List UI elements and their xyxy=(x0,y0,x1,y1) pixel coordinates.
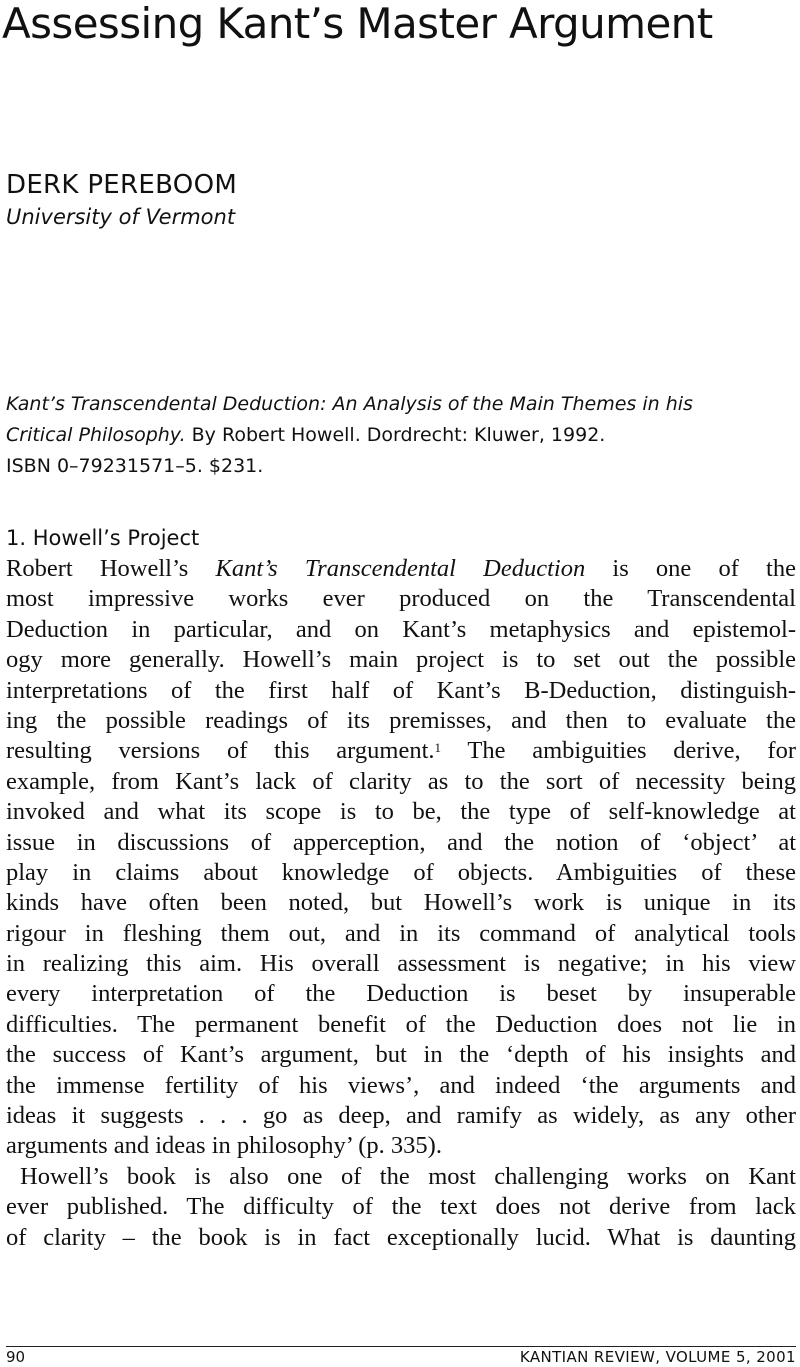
body-text xyxy=(6,554,796,1253)
body-line: issue in discussions of apperception, and the notion of ‘object’ at xyxy=(6,828,796,856)
body-line: ever published. The difficulty of the text does not derive from lack xyxy=(6,1193,796,1221)
reviewed-book-title: Kant’s Transcendental Deduction: An Analysis of the Main Themes in his xyxy=(6,393,693,415)
footer-rule xyxy=(6,1346,796,1347)
body-line: invoked and what its scope is to be, the type of self-knowledge at xyxy=(6,798,796,826)
body-line: in realizing this aim. His overall assessment is negative; in his view xyxy=(6,950,796,978)
body-line: the success of Kant’s argument, but in the ‘depth of his insights and xyxy=(6,1041,796,1069)
body-line: kinds have often been noted, but Howell’s work is unique in its xyxy=(6,889,796,917)
body-line: example, from Kant’s lack of clarity as to the sort of necessity being xyxy=(6,767,796,795)
reviewed-book-title-cont: Critical Philosophy. xyxy=(6,424,186,446)
body-line: resulting versions of this argument.$^1$ The ambiguities derive, for xyxy=(6,737,796,765)
book-title-italic: Kant’s Transcendental Deduction xyxy=(215,555,586,582)
body-line: Deduction in particular, and on Kant’s metaphysics and epistemol- xyxy=(6,615,796,643)
reviewed-book-publication: By Robert Howell. Dordrecht: Kluwer, 1992. xyxy=(185,424,606,446)
body-line: Howell’s book is also one of the most challenging works on Kant xyxy=(20,1162,796,1190)
body-line: interpretations of the first half of Kant’s B-Deduction, distinguish- xyxy=(6,676,796,704)
author-name: DERK PEREBOOM xyxy=(6,170,238,200)
body-line: every interpretation of the Deduction is beset by insuperable xyxy=(6,980,796,1008)
journal-info: KANTIAN REVIEW, VOLUME 5, 2001 xyxy=(519,1348,796,1366)
body-line: Robert Howell’s Kant’s Transcendental Deduction is one of the xyxy=(6,555,796,582)
body-line: rigour in fleshing them out, and in its command of analytical tools xyxy=(6,919,796,947)
page-number: 90 xyxy=(6,1348,26,1366)
footnote-marker[interactable]: 1 xyxy=(434,740,442,756)
body-line: of clarity – the book is in fact exceptionally lucid. What is daunting xyxy=(6,1223,796,1251)
body-line: ing the possible readings of its premisses, and then to evaluate the xyxy=(6,706,796,734)
body-line: most impressive works ever produced on the Transcendental xyxy=(6,585,796,613)
reviewed-book-isbn-price: ISBN 0–79231571–5. $231. xyxy=(6,455,264,477)
body-line: ideas it suggests . . . go as deep, and ramify as widely, as any other xyxy=(6,1102,796,1130)
body-line: the immense fertility of his views’, and indeed ‘the arguments and xyxy=(6,1071,796,1099)
section-heading: 1. Howell’s Project xyxy=(6,526,200,550)
body-line: difficulties. The permanent benefit of the Deduction does not lie in xyxy=(6,1010,796,1038)
body-line: arguments and ideas in philosophy’ (p. 335). xyxy=(6,1132,442,1160)
body-line: ogy more generally. Howell’s main project is to set out the possible xyxy=(6,646,796,674)
article-title: Assessing Kant’s Master Argument xyxy=(2,0,713,48)
reviewed-book-reference xyxy=(6,389,796,482)
author-affiliation: University of Vermont xyxy=(6,205,236,229)
body-line: play in claims about knowledge of objects. Ambiguities of these xyxy=(6,858,796,886)
